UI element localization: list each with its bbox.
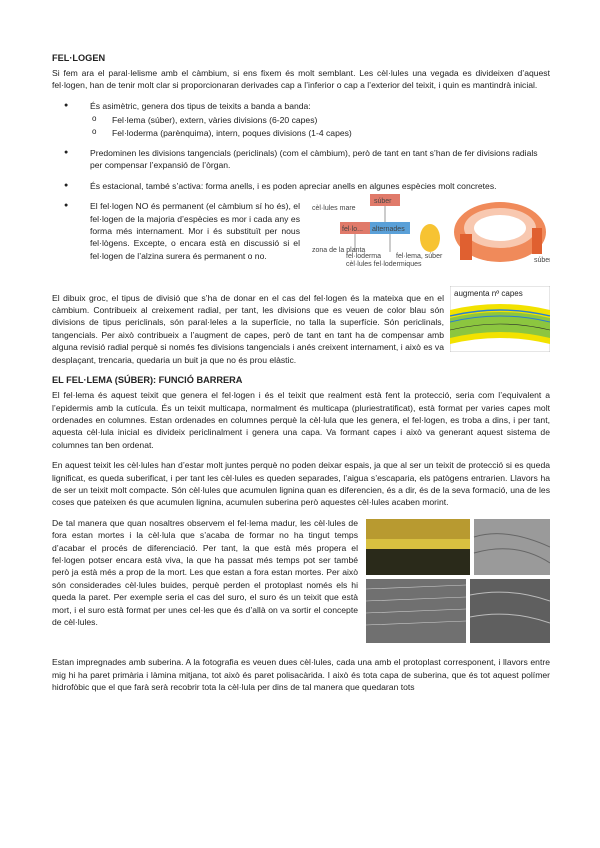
bullet-asymmetric: ● És asimètric, genera dos tipus de teixits a banda a banda: o Fel·lema (súber), extern, vàries divisions (6-20 capes) o Fel·loderma (parènquima), intern, poques divisions (1-4 capes) bbox=[52, 100, 550, 139]
diagram-speech-bubble bbox=[420, 224, 440, 252]
svg-text:alternades: alternades bbox=[372, 226, 405, 234]
cork-block bbox=[460, 234, 472, 260]
micrograph-4 bbox=[470, 579, 550, 643]
svg-text:súber: súber bbox=[534, 257, 550, 265]
diagram-label-cell: cèl·lules mare bbox=[312, 205, 356, 213]
layers-figure-label: augmenta nº capes bbox=[454, 288, 523, 298]
sub-list bbox=[90, 114, 550, 139]
svg-text:súber: súber bbox=[374, 198, 392, 206]
paragraph-fellema-2: En aquest teixit les cèl·lules han d’estar molt juntes perquè no poden deixar espais, ja que al ser un teixit de protecció si es queda lignificat, es queda suberificat, i per tant les cèl·lules es queden separades, l’aigua s’escaparia, els patògens entrarien. Llavors ha de ser un teixit molt compacte. Són cèl·lules que acumulen lignina quan es diferencien, és a dir, és de la seva formació, una de les coses que pateixen és que acumulen lignina, acumulen suberina però aquestes cèl·lules acaben morint. bbox=[52, 460, 550, 508]
intro-paragraph: Si fem ara el paral·lelisme amb el càmbium, si ens fixem és molt semblant. Les cèl·lules una vegada es divideixen d’aquest fel·logen, han de tenir molt clar si proporcionaran derivades cap a l’inferior o cap a l’exterior del teixit, i quin es mantindrà inicial. bbox=[52, 68, 550, 91]
bullet-seasonal: ● És estacional, també s’activa: forma anells, i es poden apreciar anells en algunes espècies molt concretes. bbox=[52, 180, 550, 192]
section-title-fellema: EL FEL·LEMA (SÚBER): FUNCIÓ BARRERA bbox=[52, 375, 243, 386]
micrograph-2 bbox=[474, 519, 550, 575]
bullet-divisions: ● Predominen les divisions tangencials (periclinals) (com el càmbium), però de tant en tant s’han de fer divisions radials per compensar l’expansió de l’òrgan. bbox=[52, 147, 550, 172]
micrograph-figure bbox=[366, 517, 550, 648]
svg-text:fel·loderma: fel·loderma bbox=[346, 253, 382, 261]
paragraph-fellema-3: De tal manera que quan nosaltres observem el fel·lema madur, les cèl·lules de fora estan mortes i la cèl·lula que s’acaba de formar no ha tingut temps d’acabar el procés de diferenciació. Per tant, la que està més propera el fel·logen potser encara està viva, la que ha passat més temps pot ser també però ja està més a prop de la mort. Les que estan a fora estan mortes. Per això són considerades cèl·lules buides, perquè perden el protoplast només els hi queda la paret. Per exemple seria el cas del suro, el suro és un teixit que està mort, i el suro està format per unes cel·les que és d’allà on va sortir el concepte de cèl·lules. bbox=[52, 517, 358, 627]
bullet-not-permanent: ● El fel·logen NO és permanent (el càmbium sí ho és), el fel·logen de la majoria d’espècies es mor i cada any es forma més internament. Mor i és substituït per nous fel·lògens. Excepte, o encara està en discussió si el fel·logen de l’alzina surera és permanent o no. cèl·lules mare súber fel·lo... alternades zona de la planta fel·loderma cèl·lules fel·lodermiques fel·lema, súber súber bbox=[52, 200, 550, 283]
svg-text:zona de la planta: zona de la planta bbox=[312, 247, 366, 255]
sub-item-felloderma: o Fel·loderma (parènquima), intern, poques divisions (1-4 capes) bbox=[90, 127, 550, 139]
section-title-fellogen: FEL·LOGEN bbox=[52, 53, 106, 63]
paragraph-fellema-4: Estan impregnades amb suberina. A la fotografia es veuen dues cèl·lules, cada una amb el protoplast corresponent, i llavors entre mig hi ha paret primària i làmina mitjana, tot això és paret polisacàrida. I això és tota capa de suberina, que és tot aquest polímer hidrofòbic que el que farà serà recobrir tota la cèl·lula per dins de tal manera que quedaran tots bbox=[52, 657, 550, 692]
sub-item-fellema: o Fel·lema (súber), extern, vàries divisions (6-20 capes) bbox=[90, 114, 550, 126]
paragraph-fellema-1: El fel·lema és aquest teixit que genera el fel·logen i és el teixit que realment està fent la protecció, seria com l’equivalent a l’epidermis amb la cutícula. És un teixit multicapa, normalment és multicapa (pluriestratificat), està format per varies capes molt ordenades en columnes. Estan ordenades en columnes perquè la cèl·lula que les genera, el fel·logen, es troba a dins, i per tant, aquesta cèl·lula inicial es divideix periclinalment i genera una capa. Va formant capes i això va generant aquest sistema de columnes tan ben ordenat. bbox=[52, 390, 550, 450]
paragraph-yellow-drawing: El dibuix groc, el tipus de divisió que s’ha de donar en el cas del fel·logen és la mateixa que en el càmbium. Contribueix al creixement radial, per tant, les divisions que es veuen de color blau són divisions de tipus periclinals, són paral·leles a la superfície, no talla la superfície. Són periclinals, tangencials. Per això contribueix a l’augment de capes, però de tant en tant ha de compensar amb alguna revisió radial perquè si només fes divisions tangencials i anés creixent internament, i això es va desplaçant, trencaria, quedaria un buit ja que no és prou elàstic. bbox=[52, 292, 444, 365]
page bbox=[52, 52, 550, 701]
svg-text:fel·lema, súber: fel·lema, súber bbox=[396, 253, 443, 261]
svg-text:cèl·lules fel·lodermiques: cèl·lules fel·lodermiques bbox=[346, 261, 422, 269]
fellogen-diagram bbox=[310, 188, 550, 283]
layers-figure bbox=[450, 286, 550, 355]
fellogen-bullets bbox=[52, 100, 550, 284]
svg-text:fel·lo...: fel·lo... bbox=[342, 226, 364, 234]
